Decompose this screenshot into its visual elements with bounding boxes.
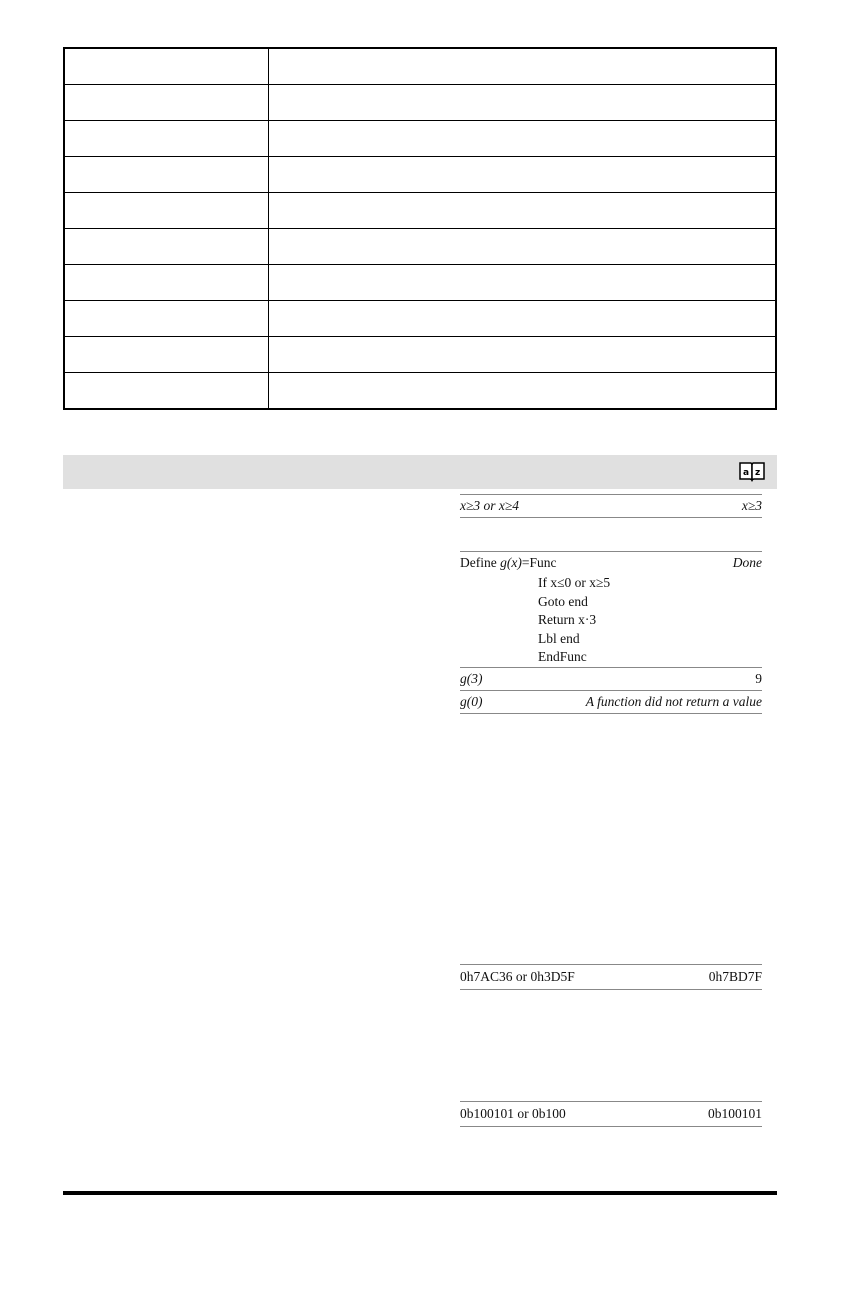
reference-table [63,47,777,410]
page-footer-rule [63,1191,777,1195]
example-input: x≥3 or x≥4 [460,498,520,513]
svg-text:z: z [755,468,761,478]
call-result: A function did not return a value [585,693,762,709]
table-cell [269,265,777,301]
example-input: 0b100101 or 0b100 [460,1106,566,1121]
define-result: Done [732,555,762,570]
table-row [64,121,776,157]
table-row [64,373,776,410]
table-row [64,48,776,85]
example-result: 0b100101 [708,1106,762,1121]
func-line: EndFunc [538,649,587,664]
table-cell [269,301,777,337]
table-cell [64,85,269,121]
table-cell [64,229,269,265]
example-row [460,1102,762,1126]
table-cell [64,373,269,410]
table-cell [269,229,777,265]
example-row [460,495,762,517]
example-hex-or [460,964,762,990]
example-result: x≥3 [741,498,762,513]
call-input: g(0) [460,693,483,709]
catalog-icon [739,460,765,482]
call-input: g(3) [460,670,483,686]
example-result: 0h7BD7F [708,969,762,984]
table-cell [269,48,777,85]
table-row [64,157,776,193]
func-line: Return x·3 [538,612,597,627]
table-row [64,85,776,121]
table-cell [64,157,269,193]
example-binary-or [460,1101,762,1127]
table-row [64,301,776,337]
table-cell [269,157,777,193]
table-cell [64,48,269,85]
example-define-function [460,551,762,714]
define-statement: Define g(x)=Func [460,555,557,570]
example-row [460,965,762,989]
example-boolean-or [460,494,762,518]
table-row [64,337,776,373]
call-row [460,690,762,713]
svg-text:a: a [743,468,750,478]
table-cell [64,265,269,301]
table-cell [269,373,777,410]
define-row [460,552,762,574]
func-line: Lbl end [538,630,580,646]
example-input: 0h7AC36 or 0h3D5F [460,969,575,984]
table-cell [64,193,269,229]
table-cell [64,121,269,157]
table-row [64,229,776,265]
func-line: If x≤0 or x≥5 [538,575,611,590]
table-cell [269,85,777,121]
section-header-bar [63,455,777,489]
func-line: Goto end [538,593,588,609]
table-row [64,265,776,301]
call-result: 9 [755,670,762,686]
table-cell [64,337,269,373]
call-row [460,667,762,690]
table-cell [269,337,777,373]
table-cell [269,193,777,229]
table-cell [64,301,269,337]
table-cell [269,121,777,157]
table-row [64,193,776,229]
